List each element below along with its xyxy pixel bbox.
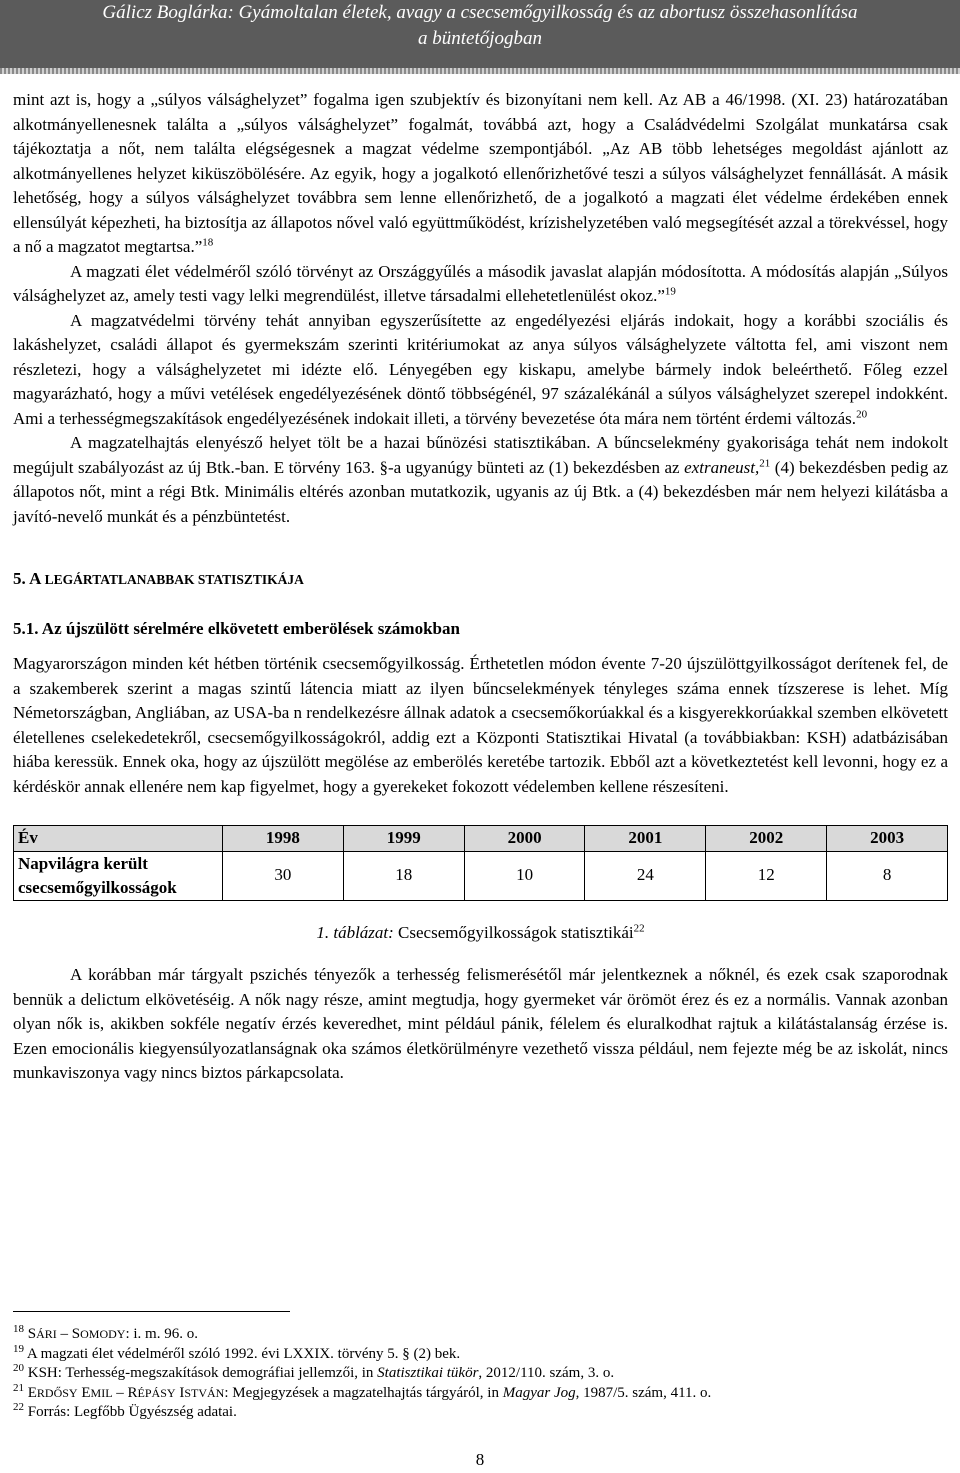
table-cell: 12 [706,851,827,900]
paragraph-6: A korábban már tárgyalt pszichés tényezők a terhesség felismerésétől már jelentkeznek a nőknél, és ezek csak szaporodnak bennük a delictum elkövetéséig. A nők nagy része, amint megtudja, hogy gyermeket vár örömöt érez és ez a normális. Vannak azonban olyan nők is, akikben sokféle negatív érzés keveredhet, mint például pánik, félelem és eluralkodhat rajtuk a kilátástalanság érzése is. Ezen emocionális kiegyensúlyozatlanságnak oka számos életkörülményre vezethető vissza például, nem fejezte még be az iskolát, nincs munkaviszonya vagy nincs biztos párkapcsolata. [13,965,948,1082]
footnotes [13,1325,948,1423]
table-year: 1999 [343,826,464,852]
table-year: 2003 [827,826,948,852]
table-cell: 8 [827,851,948,900]
statistics-table [13,825,948,901]
table-row [14,851,948,900]
table-cell: 24 [585,851,706,900]
footnote-19: $^{19}$ A magzati élet védelméről szóló 1992. évi LXXIX. törvény 5. § (2) bek. [13,1342,461,1362]
paragraph-1: mint azt is, hogy a „súlyos válsághelyzet” fogalma igen szubjektív és bizonyítani nem kell. Az AB a 46/1998. (XI. 23) határozatában alkotmányellenesnek találta a „súlyos válsághelyzet” fogalmát, továbbá azt, hogy a Családvédelmi Szolgálat munkatársa csak tájékoztatja a nőt, nem találta elégségesnek a magzat védelme szempontjából. „Az AB több lehetséges megoldást ajánlott az alkotmányellenes helyzet kiküszöbölésére. Az egyik, hogy a jogalkotó ellenőrizhetővé teszi a súlyos válsághelyzet fennállását. A másik lehetőség, hogy a súlyos válsághelyzet továbbra sem lenne ellenőrizhető, de a jogalkotó a magzati élet védelme érdekében ennek ellensúlyát képezheti, ha biztosítja az állapotos nővel való együttműködést, krízishelyzetében való megsegítését azzal a törekvéssel, hogy a nő a magzatot megtartsa.”$^{18}$ [13,90,948,256]
table-year: 2000 [464,826,585,852]
footnote-18: $^{18}$ SÁRI – SOMODY: i. m. 96. o. [13,1323,198,1342]
table-header-label: Év [14,826,223,852]
footnote-21: $^{21}$ ERDŐSY EMIL – RÉPÁSY ISTVÁN: Megjegyzések a magzatelhajtás tárgyáról, in Magyar Jog, 1987/5. szám, 411. o. [13,1381,712,1401]
table-year: 2002 [706,826,827,852]
table-year: 1998 [223,826,344,852]
table-year: 2001 [585,826,706,852]
paragraph-4: A magzatelhajtás elenyésző helyet tölt be a hazai bűnözési statisztikában. A bűncselekmény gyakorisága tehát nem indokolt megújult szabályozást az új Btk.-ban. E törvény 163. §-a ugyanúgy bünteti az (1) bekezdésben az extraneust,$^{21}$ (4) bekezdésben pedig az állapotos nőt, mint a régi Btk. Minimális eltérés azonban mutatkozik, ugyanis az új Btk. a (4) bekezdésben már nem helyezi kilátásba a javító-nevelő munkát és a pénzbüntetést. [13,433,948,526]
footnote-22: $^{22}$ Forrás: Legfőbb Ügyészség adatai. [13,1401,237,1420]
table-row-label: Napvilágra került csecsemőgyilkosságok [14,851,223,900]
table-cell: 30 [223,851,344,900]
footnote-20: $^{20}$ KSH: Terhesség-megszakítások demográfiai jellemzői, in Statisztikai tükör, 2012/110. szám, 3. o. [13,1362,615,1381]
footnote-ref-21[interactable]: 21 [759,456,771,469]
paragraph-3: A magzatvédelmi törvény tehát annyiban egyszerűsítette az engedélyezési eljárás indokait, hogy a korábbi szociális és lakáshelyzet, családi állapot és gyermekszám szerinti kritériumokat az anya súlyos válsághelyzete váltotta fel, ami viszont nem részletezi, hogy a válsághelyzetet mi idézte elő. Lényegében egy kiskapu, amelybe bármely indok beleérthető. Főleg ezzel magyarázható, hogy a művi vetélések engedélyezésének döntő többségénél, 97 százalékánál a súlyos válsághelyzet szerepel indokként. Ami a terhességmegszakítások engedélyezésének indokait illeti, a törvény bevezetése óta mára nem történt érdemi változás.$^{20}$ [13,310,948,428]
section-heading: 5. A LEGÁRTATLANABBAK STATISZTIKÁJA [13,569,304,588]
table-caption: 1. táblázat: Csecsemőgyilkosságok statisztikái$^{22}$ [316,921,645,942]
paragraph-2: A magzati élet védelméről szóló törvényt az Országgyűlés a második javaslat alapján módosította. A módosítás alapján „Súlyos válsághelyzet az, amely testi vagy lelki megrendülést, illetve társadalmi ellehetetlenülést okoz.”$^{19}$ [13,261,948,305]
table-header-row [14,826,948,852]
footnote-ref-20[interactable]: 20 [856,407,868,420]
header-line-2: a büntetőjogban [417,28,543,49]
subsection-heading: 5.1. Az újszülött sérelmére elkövetett emberölések számokban [13,618,460,638]
footnote-ref-18[interactable]: 18 [202,236,214,249]
footnote-separator [13,1311,290,1312]
footnote-ref-22[interactable]: 22 [633,921,645,934]
footnote-ref-19[interactable]: 19 [664,285,676,298]
table-cell: 10 [464,851,585,900]
page-number: 8 [475,1450,485,1469]
header-divider [0,68,960,74]
page-body [13,88,948,1086]
table-cell: 18 [343,851,464,900]
header-line-1: Gálicz Boglárka: Gyámoltalan életek, avagy a csecsemőgyilkosság és az abortusz összehasonlítása [102,2,858,23]
paragraph-5: Magyarországon minden két hétben történik csecsemőgyilkosság. Érthetetlen módon évente 7-20 újszülöttgyilkosságot derítenek fel, de a szakemberek szerint a magas szintű látencia miatt az ilyen bűncselekmények tényleges száma ennek tízszerese is lehet. Míg Németországban, Angliában, az USA-ba n rendelkezésre állnak adatok a csecsemőkorúakkal és a kisgyerekkorúakkal szemben elkövetett életellenes cselekedetekről, csecsemőgyilkosságokról, addig ezt a Központi Statisztikai Hivatal (a továbbiakban: KSH) adatbázisában hiába keressük. Ennek oka, hogy az újszülött megölése az emberölés keretébe tartozik. Ebből azt a következtetést kell levonni, hogy ez a kérdéskör annak ellenére nem kap figyelmet, hogy a gyerekeket fokozott védelemben kellene részesíteni. [13,654,948,796]
running-header [0,0,960,68]
